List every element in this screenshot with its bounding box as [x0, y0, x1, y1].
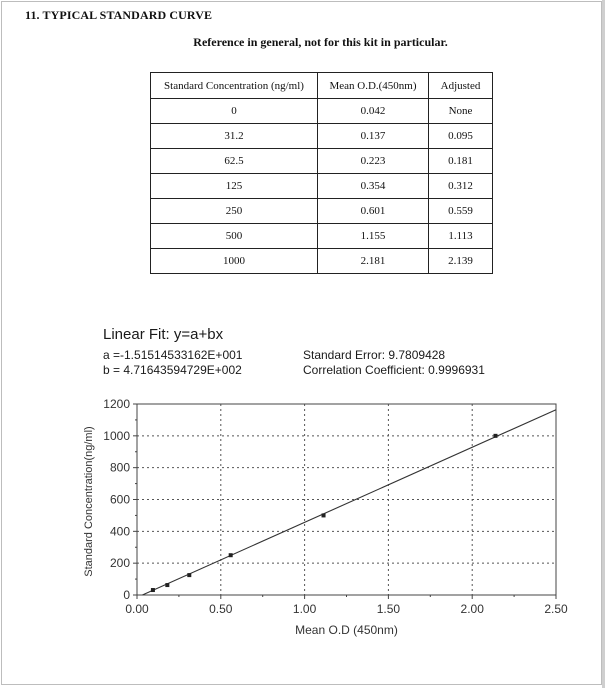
cell-mean-od: 0.223 — [318, 149, 429, 174]
y-tick-label: 400 — [109, 524, 130, 539]
cell-mean-od: 0.601 — [318, 199, 429, 224]
cell-adjusted: 2.139 — [429, 249, 493, 274]
table-row — [151, 249, 493, 274]
y-tick-label: 600 — [109, 492, 130, 507]
x-tick-label: 2.50 — [544, 602, 568, 616]
cell-mean-od: 2.181 — [318, 249, 429, 274]
cell-concentration: 62.5 — [151, 149, 318, 174]
table-caption: Reference in general, not for this kit in particular. — [193, 35, 448, 49]
data-point — [229, 553, 233, 557]
cell-adjusted: 1.113 — [429, 224, 493, 249]
cell-adjusted: 0.312 — [429, 174, 493, 199]
cell-mean-od: 0.354 — [318, 174, 429, 199]
fit-standard-error: Standard Error: 9.7809428 — [303, 348, 446, 362]
cell-adjusted: None — [429, 99, 493, 124]
data-point — [165, 583, 169, 587]
fit-correlation: Correlation Coefficient: 0.9996931 — [303, 363, 485, 377]
y-tick-label: 1000 — [103, 428, 130, 443]
fit-coefficient-b: b = 4.71643594729E+002 — [103, 363, 242, 377]
data-point — [322, 513, 326, 517]
x-tick-label: 2.00 — [460, 602, 484, 616]
x-tick-label: 1.50 — [376, 602, 401, 616]
cell-adjusted: 0.559 — [429, 199, 493, 224]
x-axis-title: Mean O.D (450nm) — [295, 623, 398, 637]
data-point — [151, 588, 155, 592]
cell-concentration: 1000 — [151, 249, 318, 274]
y-tick-label: 1200 — [103, 397, 130, 411]
standard-table — [150, 72, 493, 274]
y-axis-title: Standard Concentration(ng/ml) — [83, 426, 95, 577]
cell-mean-od: 0.137 — [318, 124, 429, 149]
table-row — [151, 199, 493, 224]
table-row — [151, 174, 493, 199]
header-concentration: Standard Concentration (ng/ml) — [151, 73, 318, 99]
cell-concentration: 500 — [151, 224, 318, 249]
fit-title: Linear Fit: y=a+bx — [103, 326, 224, 343]
table-header-row — [151, 73, 493, 99]
x-tick-label: 0.50 — [209, 602, 233, 616]
header-mean-od: Mean O.D.(450nm) — [318, 73, 429, 99]
section-heading: 11. TYPICAL STANDARD CURVE — [25, 8, 213, 22]
cell-concentration: 250 — [151, 199, 318, 224]
cell-adjusted: 0.181 — [429, 149, 493, 174]
cell-concentration: 31.2 — [151, 124, 318, 149]
y-tick-label: 0 — [123, 588, 130, 602]
cell-concentration: 0 — [151, 99, 318, 124]
table-row — [151, 99, 493, 124]
cell-mean-od: 1.155 — [318, 224, 429, 249]
y-tick-label: 200 — [109, 556, 130, 571]
table-row — [151, 124, 493, 149]
chart-ticks — [103, 397, 568, 616]
x-tick-label: 0.00 — [125, 602, 149, 616]
cell-adjusted: 0.095 — [429, 124, 493, 149]
y-tick-label: 800 — [109, 460, 130, 475]
data-point — [187, 573, 191, 577]
table-row — [151, 224, 493, 249]
standard-curve-chart — [0, 380, 605, 660]
data-point — [493, 434, 497, 438]
fit-coefficient-a: a =-1.51514533162E+001 — [103, 348, 243, 362]
cell-mean-od: 0.042 — [318, 99, 429, 124]
x-tick-label: 1.00 — [292, 602, 317, 616]
cell-concentration: 125 — [151, 174, 318, 199]
table-row — [151, 149, 493, 174]
chart-grid — [137, 404, 556, 595]
header-adjusted: Adjusted — [429, 73, 493, 99]
